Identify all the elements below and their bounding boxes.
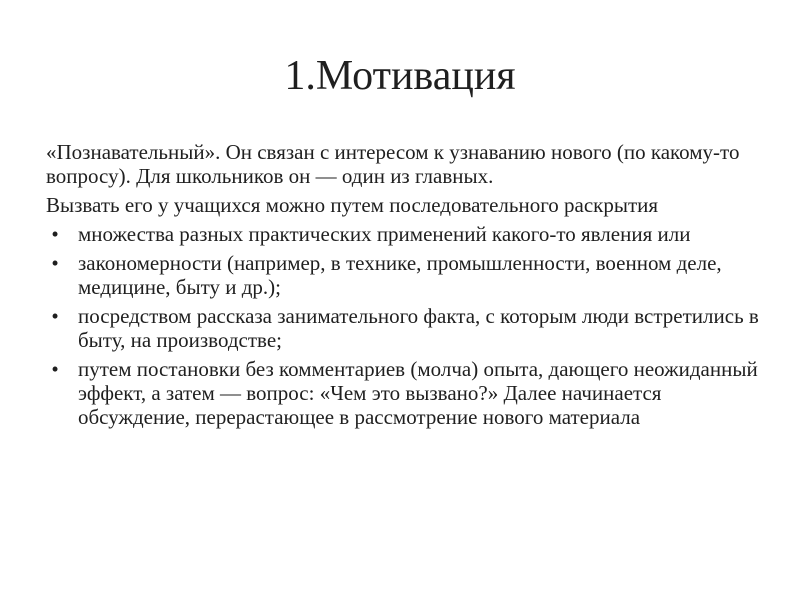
bullet-item: [40, 222, 760, 246]
bullet-text: посредством рассказа занимательного факта, с которым люди встретились в быту, на производстве;: [78, 304, 759, 352]
bullet-item: [40, 304, 760, 352]
bullet-icon: •: [51, 222, 59, 246]
bullet-item: [40, 251, 760, 299]
paragraph-lead: Вызвать его у учащихся можно путем последовательного раскрытия: [46, 193, 659, 217]
slide-title: 1.Мотивация: [284, 53, 516, 99]
bullet-icon: •: [51, 304, 59, 328]
bullet-text: закономерности (например, в технике, промышленности, военном деле, медицине, быту и др.);: [78, 251, 722, 299]
paragraph-intro: «Познавательный». Он связан с интересом к узнаванию нового (по какому-то вопросу). Для школьников он — один из главных.: [46, 140, 740, 188]
bullet-text: множества разных практических применений какого-то явления или: [78, 222, 691, 246]
bullet-item: [40, 357, 760, 429]
bullet-icon: •: [51, 251, 59, 275]
slide-body: [40, 140, 760, 434]
bullet-text: путем постановки без комментариев (молча) опыта, дающего неожиданный эффект, а затем — вопрос: «Чем это вызвано?» Далее начинается обсуждение, перерастающее в рассмотрение нового материала: [78, 357, 758, 429]
bullet-list: [40, 222, 760, 429]
bullet-icon: •: [51, 357, 59, 381]
